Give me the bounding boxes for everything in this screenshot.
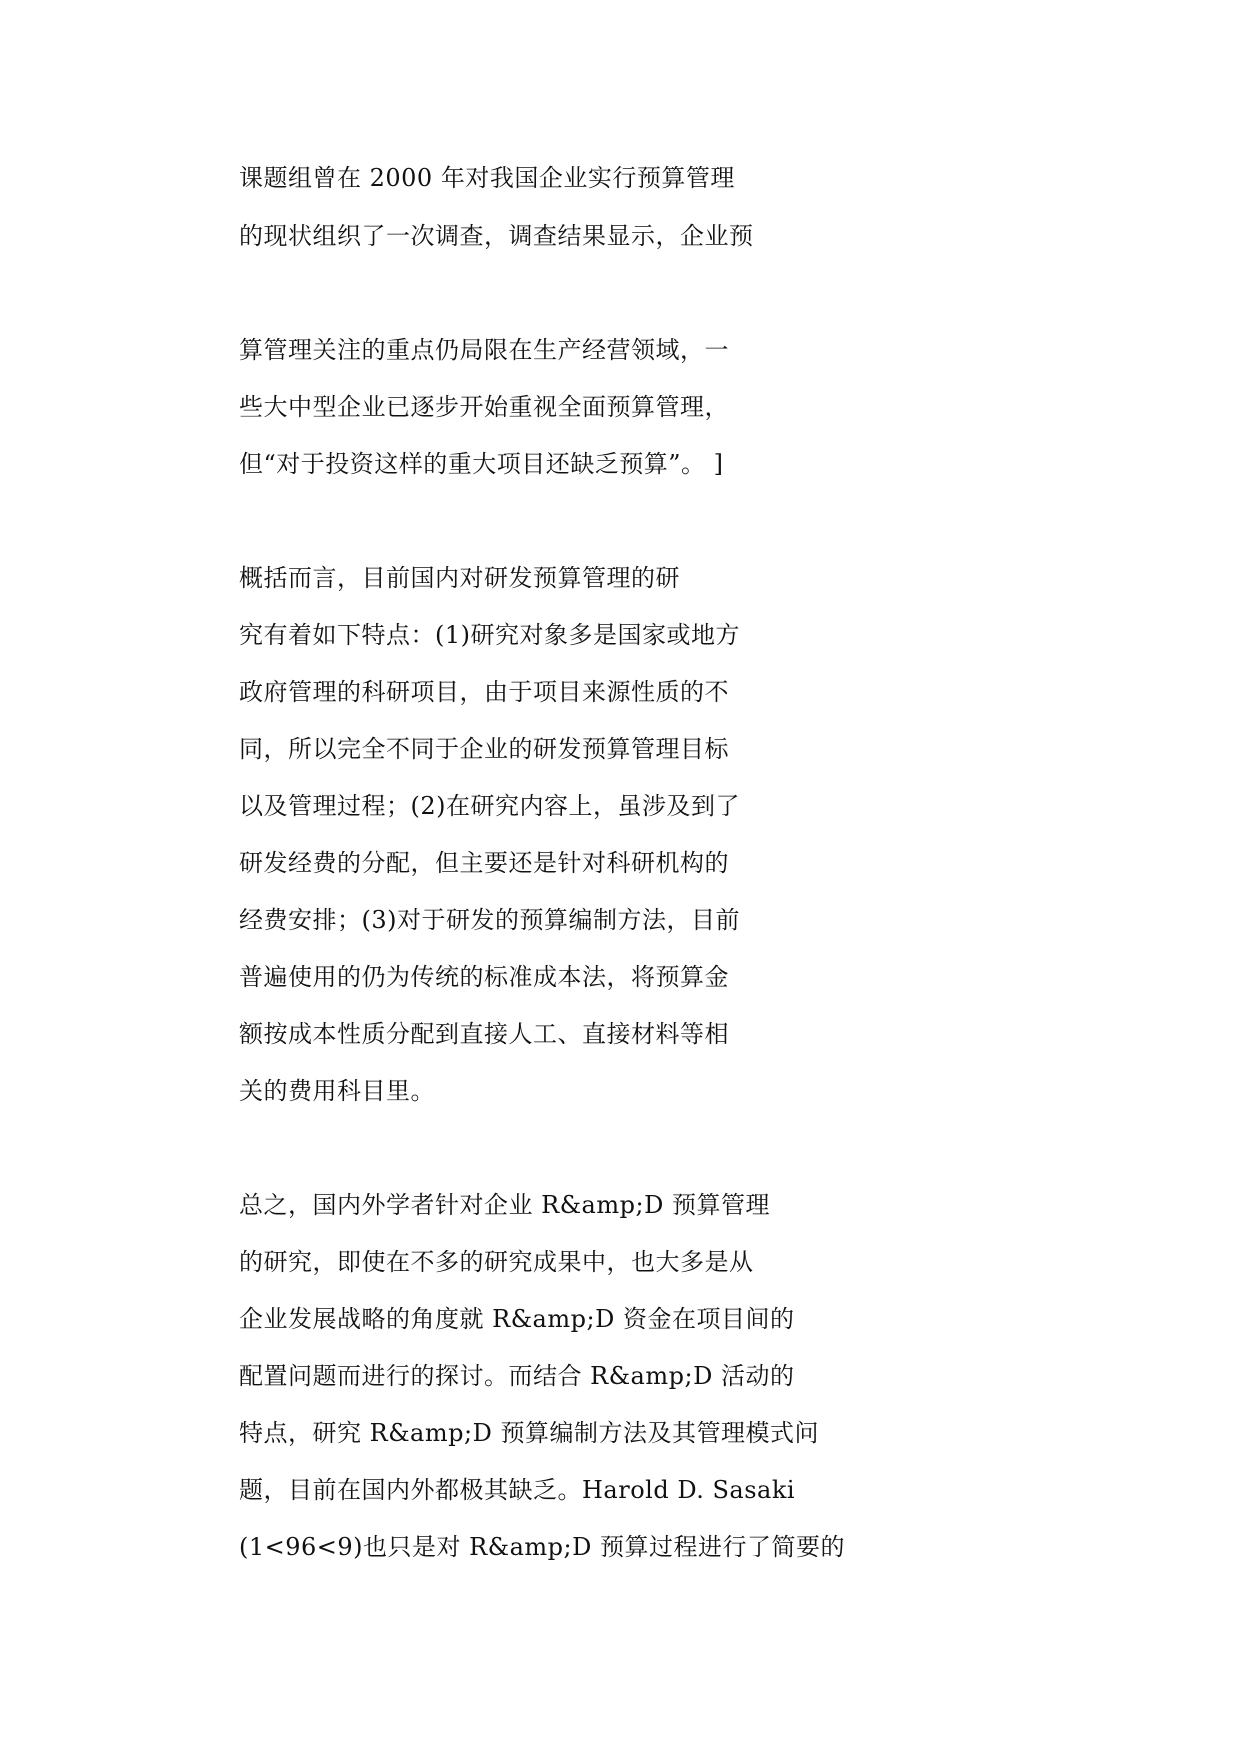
text-line: 配置问题而进行的探讨。而结合 R&amp;D 活动的 bbox=[239, 1362, 795, 1390]
text-line: 额按成本性质分配到直接人工、直接材料等相 bbox=[239, 1020, 729, 1048]
text-line: 总之，国内外学者针对企业 R&amp;D 预算管理 bbox=[239, 1191, 770, 1219]
text-line: 概括而言，目前国内对研发预算管理的研 bbox=[239, 564, 680, 592]
text-line: 的现状组织了一次调查，调查结果显示，企业预 bbox=[239, 222, 754, 250]
text-line: 特点，研究 R&amp;D 预算编制方法及其管理模式问 bbox=[239, 1419, 819, 1447]
text-line: 政府管理的科研项目，由于项目来源性质的不 bbox=[239, 678, 729, 706]
text-line: 的研究，即使在不多的研究成果中，也大多是从 bbox=[239, 1248, 754, 1276]
text-line: 课题组曾在 2000 年对我国企业实行预算管理 bbox=[239, 164, 735, 192]
text-line: 些大中型企业已逐步开始重视全面预算管理， bbox=[239, 393, 729, 421]
text-line: 但“对于投资这样的重大项目还缺乏预算”。 ] bbox=[239, 450, 724, 478]
text-line: 普遍使用的仍为传统的标准成本法，将预算金 bbox=[239, 963, 729, 991]
text-line: 究有着如下特点：(1)研究对象多是国家或地方 bbox=[239, 621, 740, 649]
text-line: 企业发展战略的角度就 R&amp;D 资金在项目间的 bbox=[239, 1305, 795, 1333]
text-line: 以及管理过程；(2)在研究内容上，虽涉及到了 bbox=[239, 792, 740, 820]
text-line: 研发经费的分配，但主要还是针对科研机构的 bbox=[239, 849, 729, 877]
text-line: 关的费用科目里。 bbox=[239, 1077, 435, 1105]
text-line: 经费安排；(3)对于研发的预算编制方法，目前 bbox=[239, 906, 740, 934]
text-line: 同，所以完全不同于企业的研发预算管理目标 bbox=[239, 735, 729, 763]
text-line: (1<96<9)也只是对 R&amp;D 预算过程进行了简要的 bbox=[239, 1533, 845, 1561]
text-line: 算管理关注的重点仍局限在生产经营领域，一 bbox=[239, 336, 729, 364]
text-line: 题，目前在国内外都极其缺乏。Harold D. Sasaki bbox=[239, 1476, 796, 1504]
